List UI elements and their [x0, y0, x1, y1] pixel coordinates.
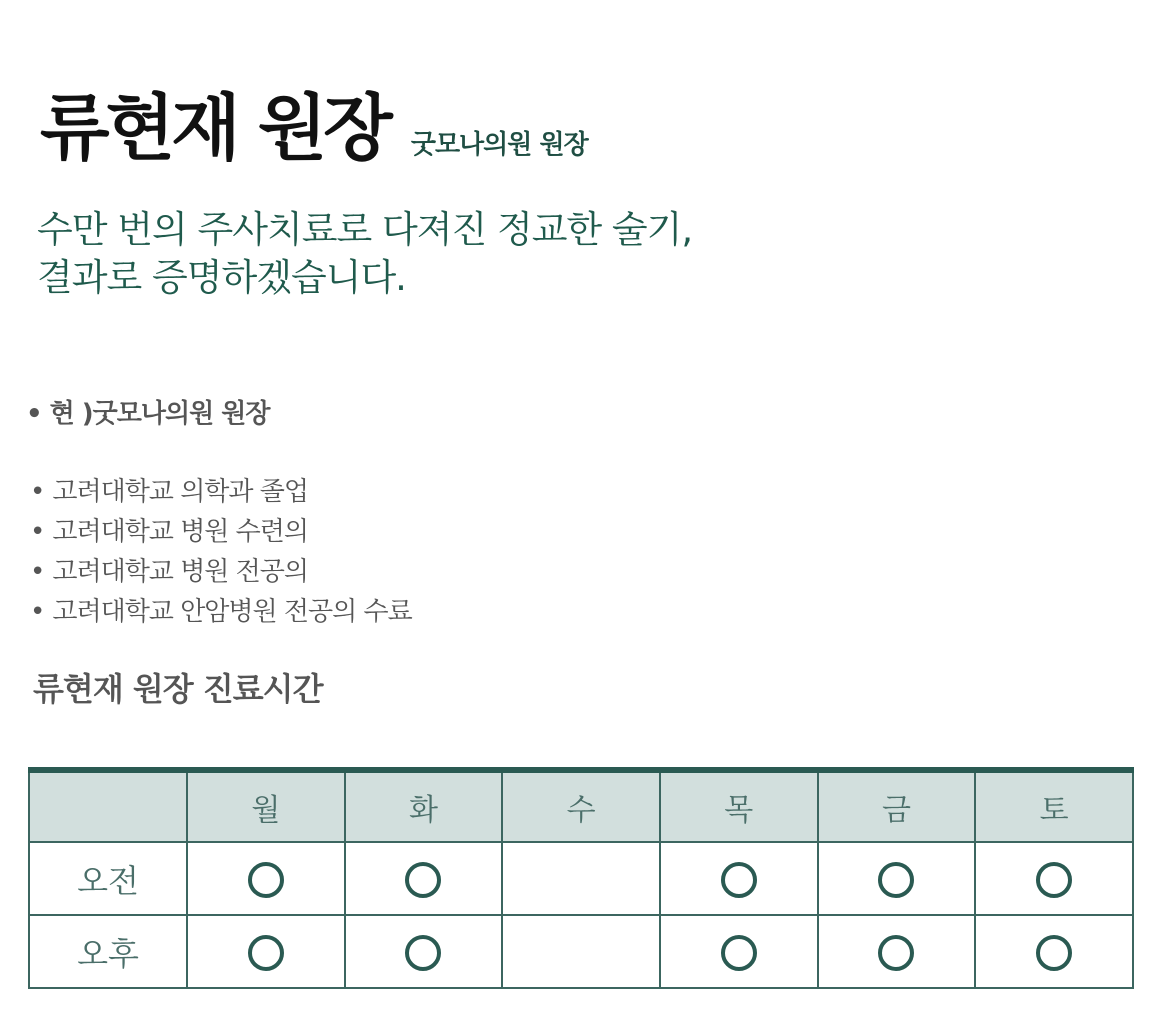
day-header-fri: 금 [818, 770, 976, 842]
bullet-icon: • [26, 399, 42, 429]
available-circle-icon [721, 862, 757, 898]
day-header-sat: 토 [975, 770, 1133, 842]
current-position [26, 393, 270, 430]
available-circle-icon [405, 862, 441, 898]
schedule-cell [502, 915, 660, 988]
available-circle-icon [878, 935, 914, 971]
doctor-subtitle: 굿모나의원 원장 [410, 130, 588, 160]
schedule-cell [187, 842, 345, 915]
career-item: • 고려대학교 의학과 졸업 [30, 477, 309, 507]
schedule-cell [345, 915, 503, 988]
row-label-morning: 오전 [29, 842, 187, 915]
bullet-icon: • [30, 597, 45, 627]
schedule-cell [975, 915, 1133, 988]
career-item: • 고려대학교 안암병원 전공의 수료 [30, 597, 412, 627]
schedule-header-row [29, 770, 1133, 842]
schedule-cell [818, 915, 976, 988]
row-label-afternoon: 오후 [29, 915, 187, 988]
schedule-title: 류현재 원장 진료시간 [33, 670, 323, 708]
doctor-title-row [40, 86, 588, 170]
schedule-cell [345, 842, 503, 915]
day-header-tue: 화 [345, 770, 503, 842]
schedule-cell [187, 915, 345, 988]
career-item: • 고려대학교 병원 수련의 [30, 517, 309, 547]
bullet-icon: • [30, 517, 45, 547]
tagline-line-1: 수만 번의 주사치료로 다져진 정교한 술기, [37, 208, 693, 251]
schedule-cell [660, 915, 818, 988]
available-circle-icon [878, 862, 914, 898]
career-list [30, 472, 412, 632]
schedule-cell [818, 842, 976, 915]
current-position-text: 현 )굿모나의원 원장 [49, 399, 270, 429]
tagline-line-2: 결과로 증명하겠습니다. [37, 256, 406, 299]
available-circle-icon [1036, 862, 1072, 898]
bullet-icon: • [30, 477, 45, 507]
doctor-name: 류현재 원장 [40, 86, 389, 170]
tagline [37, 206, 692, 302]
schedule-row-afternoon [29, 915, 1133, 988]
day-header-thu: 목 [660, 770, 818, 842]
schedule-table [28, 767, 1134, 989]
available-circle-icon [1036, 935, 1072, 971]
schedule-cell [975, 842, 1133, 915]
available-circle-icon [248, 935, 284, 971]
day-header-wed: 수 [502, 770, 660, 842]
bullet-icon: • [30, 557, 45, 587]
schedule-corner-cell [29, 770, 187, 842]
schedule-cell [502, 842, 660, 915]
day-header-mon: 월 [187, 770, 345, 842]
schedule-row-morning [29, 842, 1133, 915]
schedule-cell [660, 842, 818, 915]
available-circle-icon [721, 935, 757, 971]
available-circle-icon [405, 935, 441, 971]
career-item: • 고려대학교 병원 전공의 [30, 557, 309, 587]
available-circle-icon [248, 862, 284, 898]
